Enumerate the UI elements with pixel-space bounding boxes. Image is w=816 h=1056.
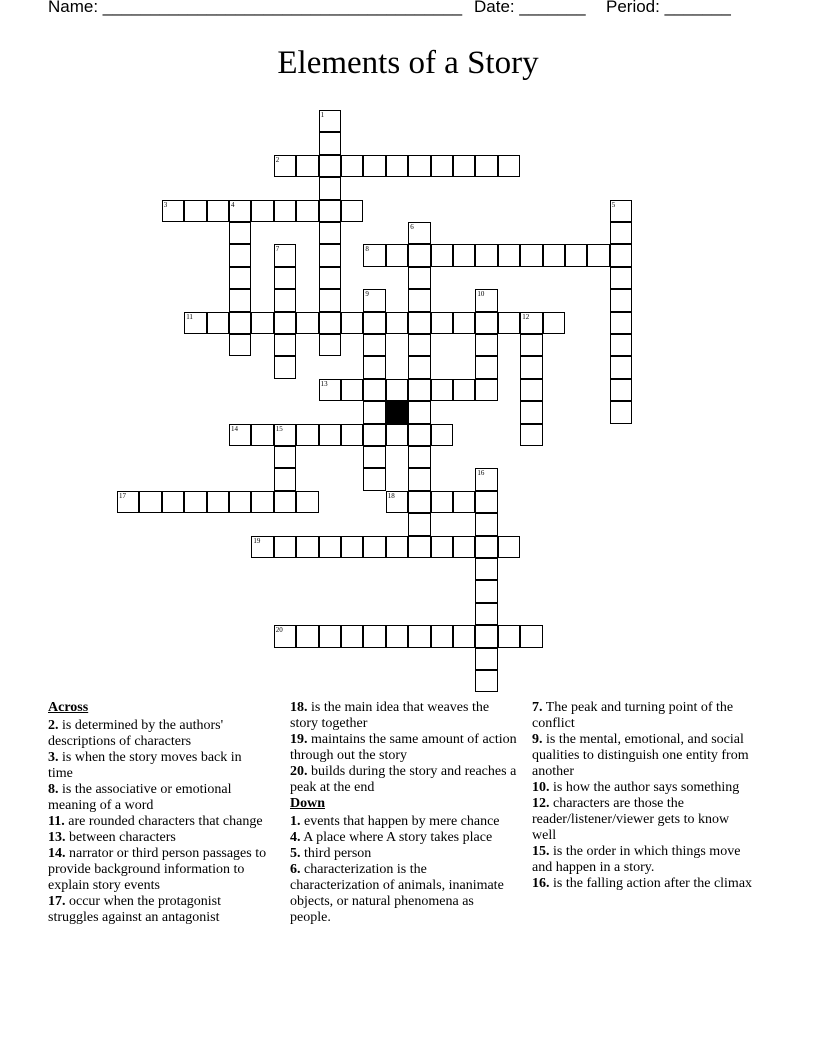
grid-cell[interactable] xyxy=(319,222,341,244)
grid-cell[interactable] xyxy=(319,155,341,177)
grid-cell[interactable] xyxy=(296,536,318,558)
clue-number-label: 4. xyxy=(290,830,301,845)
grid-cell[interactable] xyxy=(408,401,430,423)
grid-cell[interactable] xyxy=(319,625,341,647)
grid-cell[interactable] xyxy=(408,424,430,446)
down-heading: Down xyxy=(290,796,326,811)
black-square xyxy=(386,401,408,423)
grid-cell[interactable] xyxy=(408,312,430,334)
grid-cell[interactable] xyxy=(520,334,542,356)
grid-cell[interactable] xyxy=(319,312,341,334)
name-field[interactable]: Name: ______________________________________ xyxy=(48,0,463,16)
clue-number: 17 xyxy=(119,491,126,500)
grid-cell[interactable] xyxy=(408,625,430,647)
grid-cell[interactable] xyxy=(453,312,475,334)
clue-number: 12 xyxy=(522,312,530,321)
clue-item xyxy=(532,796,754,844)
grid-cell[interactable] xyxy=(363,468,385,490)
grid-cell[interactable] xyxy=(251,491,273,513)
grid-cell[interactable] xyxy=(475,558,497,580)
grid-cell[interactable] xyxy=(475,289,497,311)
grid-cell[interactable] xyxy=(184,312,206,334)
grid-cell[interactable] xyxy=(475,312,497,334)
grid-cell[interactable] xyxy=(587,244,609,266)
grid-cell[interactable] xyxy=(431,244,453,266)
grid-cell[interactable] xyxy=(274,468,296,490)
grid-cell[interactable] xyxy=(475,513,497,535)
clue-text: is the order in which things move and happen in a story. xyxy=(532,844,741,875)
grid-cell[interactable] xyxy=(274,312,296,334)
grid-cell[interactable] xyxy=(408,379,430,401)
grid-cell[interactable] xyxy=(408,289,430,311)
grid-cell[interactable] xyxy=(341,200,363,222)
grid-cell[interactable] xyxy=(229,491,251,513)
grid-cell[interactable] xyxy=(207,491,229,513)
grid-cell[interactable] xyxy=(386,491,408,513)
grid-cell[interactable] xyxy=(475,670,497,692)
grid-cell[interactable] xyxy=(543,244,565,266)
clue-text: are rounded characters that change xyxy=(64,814,263,829)
grid-cell[interactable] xyxy=(274,491,296,513)
clue-text: characterization is the characterization of animals, inanimate objects, or natural phenomena as people. xyxy=(290,862,504,925)
grid-cell[interactable] xyxy=(319,536,341,558)
grid-cell[interactable] xyxy=(229,424,251,446)
clue-text: builds during the story and reaches a peak at the end xyxy=(290,764,517,795)
grid-cell[interactable] xyxy=(610,334,632,356)
grid-cell[interactable] xyxy=(274,244,296,266)
grid-cell[interactable] xyxy=(363,446,385,468)
grid-cell[interactable] xyxy=(274,536,296,558)
clue-number-label: 2. xyxy=(48,718,59,733)
clue-number: 5 xyxy=(611,200,616,209)
grid-cell[interactable] xyxy=(319,424,341,446)
grid-cell[interactable] xyxy=(162,491,184,513)
grid-cell[interactable] xyxy=(341,379,363,401)
grid-cell[interactable] xyxy=(610,267,632,289)
grid-cell[interactable] xyxy=(363,244,385,266)
grid-cell[interactable] xyxy=(184,491,206,513)
grid-cell[interactable] xyxy=(274,334,296,356)
grid-cell[interactable] xyxy=(162,200,184,222)
clue-text: is the mental, emotional, and social qualities to distinguish one entity from another xyxy=(532,732,749,779)
clue-item xyxy=(290,862,518,926)
grid-cell[interactable] xyxy=(341,424,363,446)
clue-text: narrator or third person passages to provide background information to explain story events xyxy=(48,846,267,893)
grid-cell[interactable] xyxy=(431,491,453,513)
page-title: Elements of a Story xyxy=(277,45,539,81)
grid-cell[interactable] xyxy=(453,491,475,513)
clue-item xyxy=(290,846,518,862)
grid-cell[interactable] xyxy=(386,312,408,334)
grid-cell[interactable] xyxy=(408,536,430,558)
grid-cell[interactable] xyxy=(363,312,385,334)
clue-text: third person xyxy=(300,846,372,861)
clue-number: 14 xyxy=(231,424,238,433)
grid-cell[interactable] xyxy=(610,379,632,401)
grid-cell[interactable] xyxy=(296,200,318,222)
grid-cell[interactable] xyxy=(363,379,385,401)
grid-cell[interactable] xyxy=(498,536,520,558)
grid-cell[interactable] xyxy=(341,155,363,177)
clue-number-label: 9. xyxy=(532,732,543,747)
clue-item xyxy=(48,846,270,894)
grid-cell[interactable] xyxy=(453,244,475,266)
grid-cell[interactable] xyxy=(274,200,296,222)
clue-text: is the associative or emotional meaning of a word xyxy=(48,782,232,813)
grid-cell[interactable] xyxy=(475,356,497,378)
clue-item xyxy=(48,830,270,846)
grid-cell[interactable] xyxy=(453,155,475,177)
grid-cell[interactable] xyxy=(431,379,453,401)
clues-column-3 xyxy=(532,700,754,892)
grid-cell[interactable] xyxy=(408,491,430,513)
clue-number: 2 xyxy=(275,155,280,164)
clue-text: A place where A story takes place xyxy=(300,830,493,845)
clue-text: is determined by the authors' descriptions of characters xyxy=(48,718,224,749)
grid-cell[interactable] xyxy=(229,244,251,266)
grid-cell[interactable] xyxy=(229,267,251,289)
grid-cell[interactable] xyxy=(431,625,453,647)
grid-cell[interactable] xyxy=(498,312,520,334)
date-field[interactable]: Date: _______ xyxy=(474,0,586,16)
grid-cell[interactable] xyxy=(386,155,408,177)
grid-cell[interactable] xyxy=(386,379,408,401)
grid-cell[interactable] xyxy=(431,155,453,177)
grid-cell[interactable] xyxy=(408,468,430,490)
clue-number-label: 5. xyxy=(290,846,301,861)
period-field[interactable]: Period: _______ xyxy=(606,0,731,16)
clue-item xyxy=(48,718,270,750)
clue-item xyxy=(290,764,518,796)
grid-cell[interactable] xyxy=(453,379,475,401)
grid-cell[interactable] xyxy=(610,312,632,334)
clue-number-label: 14. xyxy=(48,846,66,861)
grid-cell[interactable] xyxy=(274,356,296,378)
clue-item xyxy=(290,732,518,764)
grid-cell[interactable] xyxy=(498,155,520,177)
grid-cell[interactable] xyxy=(386,536,408,558)
clue-number-label: 18. xyxy=(290,700,308,715)
clue-number-label: 20. xyxy=(290,764,308,779)
grid-cell[interactable] xyxy=(296,491,318,513)
grid-cell[interactable] xyxy=(319,379,341,401)
grid-cell[interactable] xyxy=(386,244,408,266)
grid-cell[interactable] xyxy=(296,625,318,647)
grid-cell[interactable] xyxy=(520,401,542,423)
clue-item xyxy=(48,814,270,830)
grid-cell[interactable] xyxy=(184,200,206,222)
grid-cell[interactable] xyxy=(274,267,296,289)
grid-cell[interactable] xyxy=(498,625,520,647)
grid-cell[interactable] xyxy=(341,625,363,647)
grid-cell[interactable] xyxy=(520,244,542,266)
clue-item xyxy=(290,814,518,830)
grid-cell[interactable] xyxy=(475,468,497,490)
grid-cell[interactable] xyxy=(408,334,430,356)
clue-number-label: 8. xyxy=(48,782,59,797)
grid-cell[interactable] xyxy=(319,244,341,266)
grid-cell[interactable] xyxy=(431,312,453,334)
grid-cell[interactable] xyxy=(610,244,632,266)
grid-cell[interactable] xyxy=(408,446,430,468)
clue-number: 10 xyxy=(477,290,485,299)
clue-text: is the falling action after the climax xyxy=(549,876,753,891)
grid-cell[interactable] xyxy=(386,625,408,647)
clue-number-label: 10. xyxy=(532,780,550,795)
clue-number: 11 xyxy=(186,312,193,321)
grid-cell[interactable] xyxy=(363,356,385,378)
clue-item xyxy=(532,780,754,796)
clue-item xyxy=(290,830,518,846)
grid-cell[interactable] xyxy=(408,513,430,535)
grid-cell[interactable] xyxy=(319,177,341,199)
clue-number: 3 xyxy=(163,200,168,209)
clue-number-label: 16. xyxy=(532,876,550,891)
grid-cell[interactable] xyxy=(475,536,497,558)
grid-cell[interactable] xyxy=(319,132,341,154)
grid-cell[interactable] xyxy=(610,401,632,423)
clue-item xyxy=(48,782,270,814)
clue-text: occur when the protagonist struggles against an antagonist xyxy=(48,894,222,925)
clue-item xyxy=(48,750,270,782)
grid-cell[interactable] xyxy=(319,110,341,132)
grid-cell[interactable] xyxy=(363,536,385,558)
clue-item xyxy=(532,876,754,892)
grid-cell[interactable] xyxy=(363,424,385,446)
grid-cell[interactable] xyxy=(363,401,385,423)
grid-cell[interactable] xyxy=(229,222,251,244)
clue-text: between characters xyxy=(65,830,176,845)
grid-cell[interactable] xyxy=(475,244,497,266)
grid-cell[interactable] xyxy=(520,424,542,446)
clue-number-label: 6. xyxy=(290,862,301,877)
clue-text: is the main idea that weaves the story together xyxy=(290,700,490,731)
clue-number: 20 xyxy=(275,626,283,635)
clue-number: 4 xyxy=(231,200,235,209)
clue-number: 18 xyxy=(387,491,395,500)
grid-cell[interactable] xyxy=(610,200,632,222)
clue-text: characters are those the reader/listener/viewer gets to know well xyxy=(532,796,730,843)
clue-number: 16 xyxy=(477,469,485,478)
clue-number: 6 xyxy=(410,223,414,231)
grid-cell[interactable] xyxy=(319,267,341,289)
across-heading: Across xyxy=(48,700,89,715)
grid-cell[interactable] xyxy=(453,536,475,558)
clue-item xyxy=(532,732,754,780)
grid-cell[interactable] xyxy=(475,155,497,177)
clue-number-label: 7. xyxy=(532,700,543,715)
grid-cell[interactable] xyxy=(610,222,632,244)
grid-cell[interactable] xyxy=(610,289,632,311)
grid-cell[interactable] xyxy=(296,312,318,334)
grid-cell[interactable] xyxy=(207,200,229,222)
grid-cell[interactable] xyxy=(565,244,587,266)
grid-cell[interactable] xyxy=(408,222,430,244)
grid-cell[interactable] xyxy=(229,289,251,311)
grid-cell[interactable] xyxy=(408,155,430,177)
grid-cell[interactable] xyxy=(520,312,542,334)
grid-cell[interactable] xyxy=(274,625,296,647)
grid-cell[interactable] xyxy=(475,648,497,670)
clue-text: is when the story moves back in time xyxy=(48,750,242,781)
grid-cell[interactable] xyxy=(229,312,251,334)
grid-cell[interactable] xyxy=(475,379,497,401)
clue-number-label: 3. xyxy=(48,750,59,765)
grid-cell[interactable] xyxy=(386,424,408,446)
grid-cell[interactable] xyxy=(319,289,341,311)
clue-number-label: 15. xyxy=(532,844,550,859)
grid-cell[interactable] xyxy=(251,536,273,558)
grid-cell[interactable] xyxy=(408,356,430,378)
grid-cell[interactable] xyxy=(251,312,273,334)
grid-cell[interactable] xyxy=(296,155,318,177)
grid-cell[interactable] xyxy=(229,200,251,222)
grid-cell[interactable] xyxy=(139,491,161,513)
grid-cell[interactable] xyxy=(475,580,497,602)
clue-number-label: 17. xyxy=(48,894,66,909)
clue-text: The peak and turning point of the conflict xyxy=(532,700,734,731)
grid-cell[interactable] xyxy=(475,603,497,625)
grid-cell[interactable] xyxy=(319,334,341,356)
grid-cell[interactable] xyxy=(341,312,363,334)
grid-cell[interactable] xyxy=(520,625,542,647)
grid-cell[interactable] xyxy=(207,312,229,334)
clue-number: 1 xyxy=(320,111,325,119)
clue-number: 9 xyxy=(365,290,369,299)
grid-cell[interactable] xyxy=(408,267,430,289)
grid-cell[interactable] xyxy=(431,536,453,558)
grid-cell[interactable] xyxy=(363,625,385,647)
grid-cell[interactable] xyxy=(475,625,497,647)
clue-number-label: 19. xyxy=(290,732,308,747)
grid-cell[interactable] xyxy=(363,334,385,356)
grid-cell[interactable] xyxy=(475,334,497,356)
grid-cell[interactable] xyxy=(274,424,296,446)
grid-cell[interactable] xyxy=(498,244,520,266)
grid-cell[interactable] xyxy=(251,200,273,222)
grid-cell[interactable] xyxy=(610,356,632,378)
grid-cell[interactable] xyxy=(341,536,363,558)
clue-text: maintains the same amount of action through out the story xyxy=(290,732,517,763)
clue-number: 7 xyxy=(275,245,280,254)
grid-cell[interactable] xyxy=(274,289,296,311)
grid-cell[interactable] xyxy=(274,446,296,468)
grid-cell[interactable] xyxy=(229,334,251,356)
grid-cell[interactable] xyxy=(117,491,139,513)
clue-number-label: 13. xyxy=(48,830,66,845)
clue-number-label: 12. xyxy=(532,796,550,811)
grid-cell[interactable] xyxy=(520,379,542,401)
grid-cell[interactable] xyxy=(363,289,385,311)
clues-column-1 xyxy=(48,700,270,926)
clue-number: 8 xyxy=(365,245,369,254)
grid-cell[interactable] xyxy=(363,155,385,177)
clue-number: 15 xyxy=(275,424,283,433)
clue-text: events that happen by mere chance xyxy=(300,814,500,829)
clue-item xyxy=(532,844,754,876)
clue-item xyxy=(290,700,518,732)
grid-cell[interactable] xyxy=(431,424,453,446)
grid-cell[interactable] xyxy=(251,424,273,446)
grid-cell[interactable] xyxy=(475,491,497,513)
clue-number-label: 11. xyxy=(48,814,65,829)
clue-number: 19 xyxy=(253,536,261,545)
grid-cell[interactable] xyxy=(296,424,318,446)
grid-cell[interactable] xyxy=(319,200,341,222)
clues-column-2 xyxy=(290,700,518,926)
grid-cell[interactable] xyxy=(274,155,296,177)
clue-text: is how the author says something xyxy=(549,780,740,795)
grid-cell[interactable] xyxy=(453,625,475,647)
grid-cell[interactable] xyxy=(543,312,565,334)
grid-cell[interactable] xyxy=(520,356,542,378)
clue-number: 13 xyxy=(320,379,328,388)
clue-item xyxy=(48,894,270,926)
clue-item xyxy=(532,700,754,732)
clue-number-label: 1. xyxy=(290,814,301,829)
grid-cell[interactable] xyxy=(408,244,430,266)
